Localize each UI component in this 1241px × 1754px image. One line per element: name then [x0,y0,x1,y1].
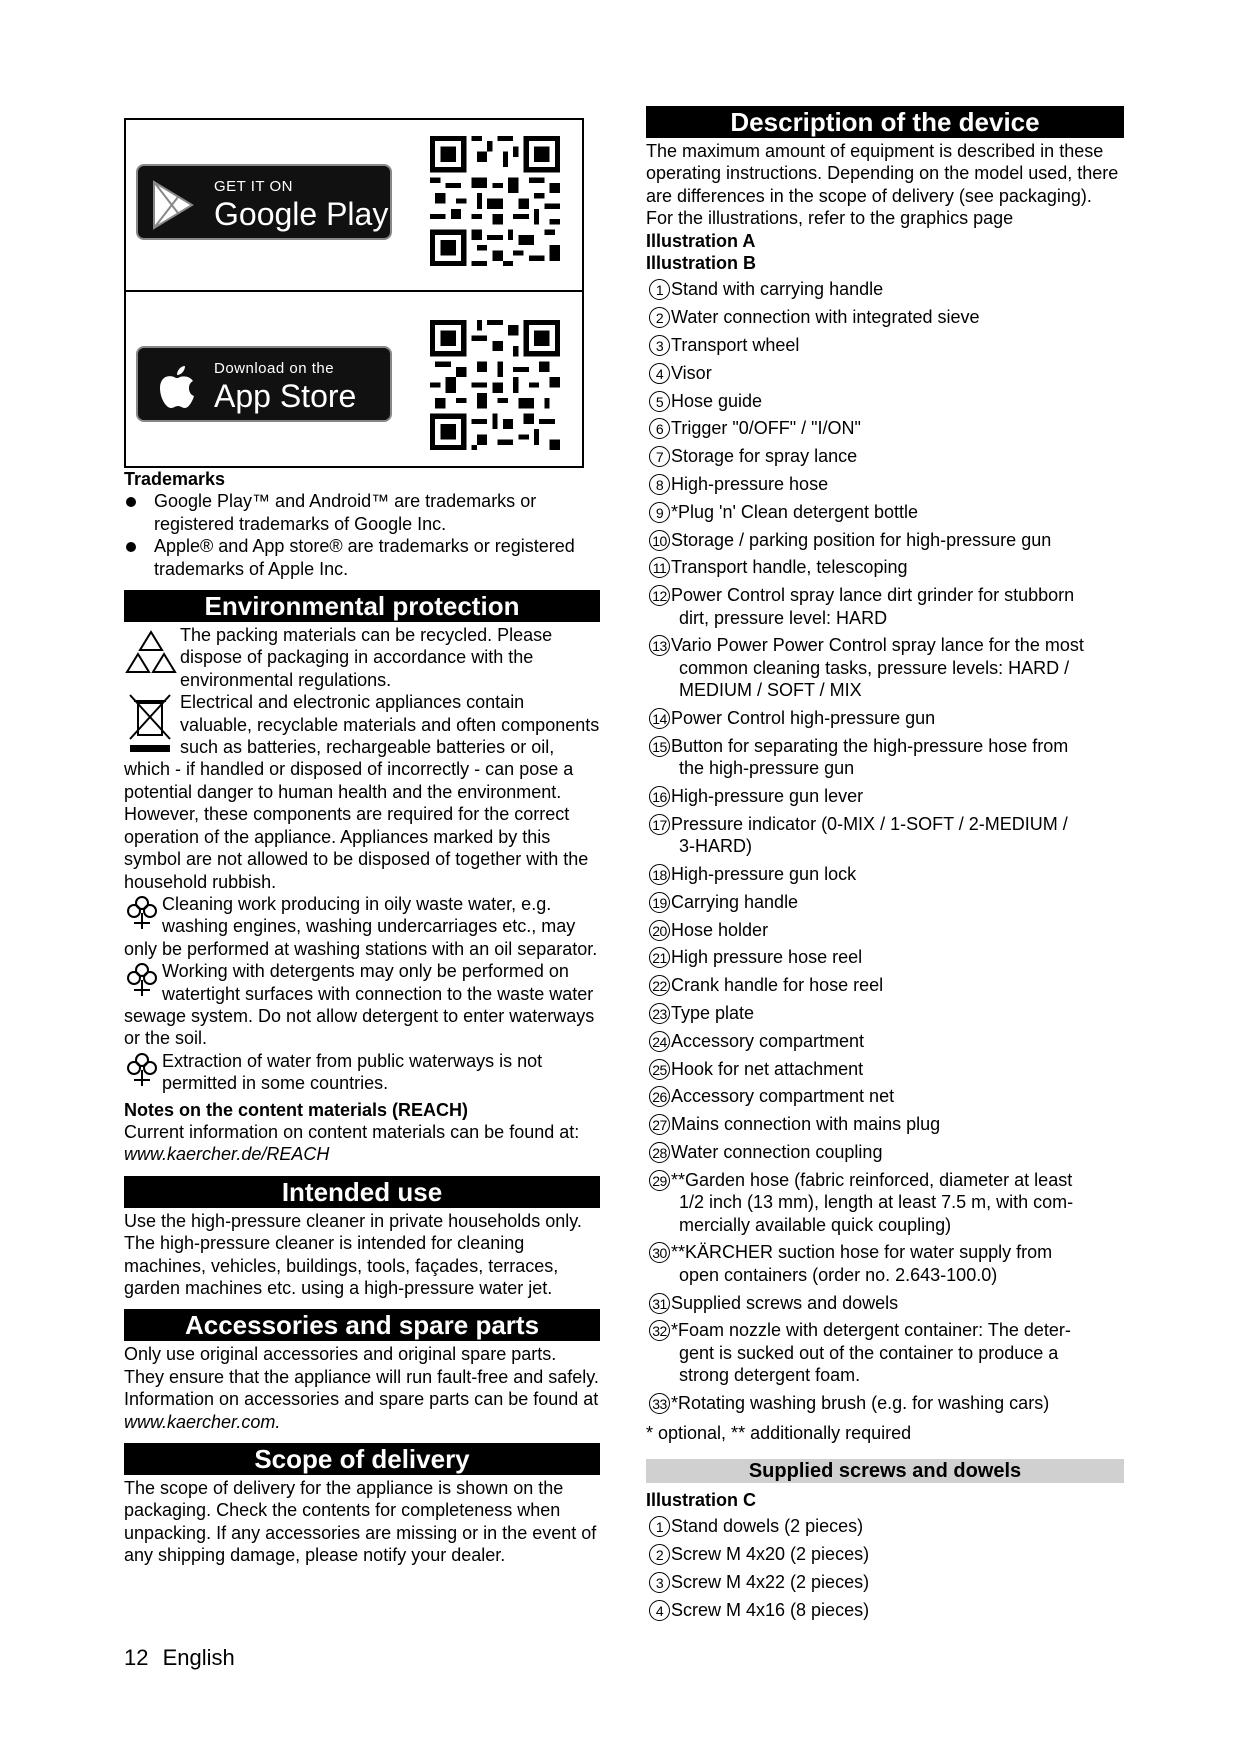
intended-use-p1: Use the high-pressure cleaner in private households only. [124,1210,582,1231]
accessories-p2 [124,1388,600,1433]
item-label-line: the high-pressure gun [679,758,855,779]
google-play-big-text: Google Play [214,196,389,232]
recycle-text: The packing materials can be recycled. Please dispose of packaging in accordance with the environmental regulations. [180,625,553,690]
item-number-badge: 24 [649,1031,670,1052]
illustration-a-label: Illustration A [646,230,756,251]
item-label [670,1543,1124,1565]
item-label-line: Carrying handle [671,891,799,912]
item-label-line: Button for separating the high-pressure hose from [671,735,1069,756]
section-title-intended-use: Intended use [124,1176,600,1208]
page-language: English [162,1645,235,1670]
item-label [670,1515,1124,1537]
item-label-line: Storage for spray lance [671,446,858,467]
item-label-line: High pressure hose reel [671,947,863,968]
reach-heading: Notes on the content materials (REACH) [124,1099,469,1120]
list-item [646,1002,1124,1024]
item-number-badge: 26 [649,1086,670,1107]
item-label-line: Power Control spray lance dirt grinder for stubborn [671,585,1075,606]
illustration-c-label: Illustration C [646,1489,757,1510]
item-label-line: Hook for net attachment [671,1058,864,1079]
item-label [670,1085,1124,1107]
item-number-badge: 12 [649,585,670,606]
extraction-text: Extraction of water from public waterways is not permitted in some countries. [162,1050,543,1094]
detergents-paragraph [124,960,600,1050]
bullet-icon [126,542,136,552]
google-play-qr-code [430,136,560,266]
illustration-b-label: Illustration B [646,253,757,274]
google-play-badge[interactable] [136,164,392,240]
accessories-text: Information on accessories and spare parts can be found at [124,1389,599,1410]
item-label [670,863,1124,885]
list-item [646,306,1124,328]
recycle-icon [124,624,178,684]
water-protection-icon [124,960,160,1000]
list-item [646,1030,1124,1052]
item-number-badge: 2 [649,307,670,328]
weee-paragraph [124,691,600,893]
item-label [670,1392,1124,1414]
item-label [670,919,1124,941]
item-label [670,390,1124,412]
list-item [646,473,1124,495]
section-title-screws: Supplied screws and dowels [646,1459,1124,1483]
app-store-row [126,294,582,466]
item-label-line: Vario Power Power Control spray lance for the most [671,635,1084,656]
list-item [646,1599,1124,1621]
item-label-line: Transport handle, telescoping [671,557,908,578]
item-label-line: High-pressure hose [671,474,829,495]
item-label [670,306,1124,328]
trademark-item-apple [124,535,600,580]
item-label-line: High-pressure gun lever [671,786,864,807]
item-label-line: Supplied screws and dowels [671,1292,899,1313]
item-label-line: Water connection with integrated sieve [671,307,980,328]
list-item [646,1543,1124,1565]
recycle-paragraph [124,624,600,691]
list-item [646,529,1124,551]
item-label-line: Power Control high-pressure gun [671,708,936,729]
item-label [670,1030,1124,1052]
item-label [670,1141,1124,1163]
list-item [646,1319,1124,1386]
item-label [670,362,1124,384]
item-number-badge: 10 [649,530,670,551]
item-number-badge: 1 [649,1516,670,1537]
item-label-line: Screw M 4x22 (2 pieces) [671,1571,870,1592]
item-label-line: Storage / parking position for high-pressure gun [671,529,1052,550]
item-number-badge: 30 [649,1242,670,1263]
left-column [124,118,600,1567]
item-number-badge: 31 [649,1293,670,1314]
list-item [646,390,1124,412]
item-number-badge: 33 [649,1393,670,1414]
apple-icon [150,362,202,412]
item-number-badge: 4 [649,1600,670,1621]
page-footer [124,1645,235,1671]
bullet-icon [126,497,136,507]
item-label [670,634,1124,701]
item-number-badge: 27 [649,1114,670,1135]
item-label [670,556,1124,578]
app-store-small-text: Download on the [214,360,335,377]
detergents-text: Working with detergents may only be performed on watertight surfaces with connection to the waste water sewage system. Do not allow detergent to enter waterways or the soil. [124,961,595,1049]
item-label [670,707,1124,729]
reach-link[interactable]: www.kaercher.de/REACH [124,1144,330,1165]
item-label-line: open containers (order no. 2.643-100.0) [679,1264,998,1285]
item-label-line: Hose guide [671,390,763,411]
item-label-line: 3-HARD) [679,836,753,857]
list-item [646,362,1124,384]
item-number-badge: 29 [649,1170,670,1191]
item-label-line: Accessory compartment net [671,1086,895,1107]
list-item [646,634,1124,701]
list-item [646,1392,1124,1414]
item-number-badge: 19 [649,892,670,913]
app-store-badge[interactable] [136,346,392,422]
item-number-badge: 5 [649,391,670,412]
item-number-badge: 32 [649,1320,670,1341]
item-number-badge: 14 [649,708,670,729]
item-number-badge: 4 [649,363,670,384]
list-item [646,278,1124,300]
item-label-line: High-pressure gun lock [671,864,857,885]
item-label [670,735,1124,780]
list-item [646,417,1124,439]
item-label-line: Visor [671,362,712,383]
item-label-line: *Rotating washing brush (e.g. for washing cars) [671,1393,1050,1413]
list-item [646,1571,1124,1593]
list-item [646,863,1124,885]
item-number-badge: 20 [649,920,670,941]
item-number-badge: 22 [649,975,670,996]
description-footnote: * optional, ** additionally required [646,1423,912,1444]
item-number-badge: 15 [649,736,670,757]
item-label [670,1113,1124,1135]
item-number-badge: 8 [649,474,670,495]
description-p1: The maximum amount of equipment is described in these operating instructions. Depending on the model used, there are differences in the scope of delivery (see packaging). [646,141,1119,206]
item-number-badge: 7 [649,446,670,467]
google-play-small-text: GET IT ON [214,178,293,195]
trademark-text: Google Play™ and Android™ are trademarks or registered trademarks of Google Inc. [154,491,537,534]
item-label [670,974,1124,996]
item-label-line: Screw M 4x16 (8 pieces) [671,1599,870,1620]
right-column [646,106,1124,1626]
item-label [670,1241,1124,1286]
accessories-link[interactable]: www.kaercher.com. [124,1411,281,1432]
google-play-row [126,120,582,292]
list-item [646,1113,1124,1135]
app-store-big-text: App Store [214,378,357,414]
section-title-scope: Scope of delivery [124,1443,600,1475]
app-store-qr-code [430,320,560,450]
section-title-description: Description of the device [646,106,1124,138]
list-item [646,1169,1124,1236]
item-number-badge: 6 [649,418,670,439]
description-p2: For the illustrations, refer to the graphics page [646,208,1014,229]
item-label [670,1571,1124,1593]
item-label [670,891,1124,913]
list-item [646,735,1124,780]
item-label [670,584,1124,629]
item-label-line: common cleaning tasks, pressure levels: HARD / [679,657,1070,678]
item-label-line: Type plate [671,1003,755,1023]
list-item [646,556,1124,578]
item-label-line: Water connection coupling [671,1141,883,1162]
google-play-icon [150,180,202,230]
item-label [670,813,1124,858]
item-number-badge: 3 [649,1572,670,1593]
item-label-line: Trigger "0/OFF" / "I/ON" [671,418,861,439]
app-store-box [124,118,584,468]
item-label-line: **KÄRCHER suction hose for water supply from [671,1242,1053,1263]
device-parts-list [646,278,1124,1414]
item-label [670,473,1124,495]
item-label [670,334,1124,356]
list-item [646,785,1124,807]
item-number-badge: 11 [649,557,670,578]
list-item [646,1515,1124,1537]
list-item [646,974,1124,996]
item-label [670,501,1124,523]
item-label [670,417,1124,439]
extraction-paragraph [124,1050,600,1095]
item-number-badge: 18 [649,864,670,885]
item-label-line: Stand with carrying handle [671,279,884,300]
item-label-line: Transport wheel [671,335,800,356]
item-label [670,785,1124,807]
list-item [646,891,1124,913]
item-label-line: 1/2 inch (13 mm), length at least 7.5 m, with com- [679,1192,1074,1213]
list-item [646,1241,1124,1286]
item-number-badge: 16 [649,786,670,807]
reach-text: Current information on content materials can be found at: [124,1121,580,1142]
scope-p1: The scope of delivery for the appliance is shown on the packaging. Check the contents for completeness when unpacking. If any accessories are missing or in the event of any shipping damage, please notify your dealer. [124,1478,597,1566]
item-number-badge: 13 [649,635,670,656]
item-label [670,1319,1124,1386]
trademark-text: Apple® and App store® are trademarks or registered trademarks of Apple Inc. [154,536,575,579]
item-label-line: Screw M 4x20 (2 pieces) [671,1544,870,1565]
item-label [670,1058,1124,1080]
screws-list [646,1515,1124,1621]
water-protection-icon [124,1050,160,1090]
list-item [646,445,1124,467]
item-label-line: Stand dowels (2 pieces) [671,1516,864,1537]
intended-use-p2: The high-pressure cleaner is intended for cleaning machines, vehicles, buildings, tools, façades, terraces, garden machines etc. using a high-pressure water jet. [124,1233,559,1298]
item-label [670,1599,1124,1621]
list-item [646,334,1124,356]
list-item [646,584,1124,629]
item-label-line: Hose holder [671,919,769,940]
item-number-badge: 2 [649,1544,670,1565]
item-number-badge: 9 [649,502,670,523]
list-item [646,501,1124,523]
item-label [670,1169,1124,1236]
crossed-bin-icon [124,691,178,757]
trademark-item-google [124,490,600,535]
item-label-line: Crank handle for hose reel [671,975,884,996]
list-item [646,1292,1124,1314]
item-label-line: Mains connection with mains plug [671,1114,941,1135]
page-number: 12 [124,1645,149,1670]
oily-water-paragraph [124,893,600,960]
item-number-badge: 21 [649,947,670,968]
item-label-line: strong detergent foam. [679,1365,861,1386]
item-label-line: **Garden hose (fabric reinforced, diameter at least [671,1169,1073,1190]
item-number-badge: 28 [649,1142,670,1163]
section-title-accessories: Accessories and spare parts [124,1309,600,1341]
list-item [646,919,1124,941]
item-label-line: Pressure indicator (0-MIX / 1-SOFT / 2-MEDIUM / [671,813,1068,834]
item-label [670,946,1124,968]
reach-paragraph [124,1121,600,1166]
list-item [646,813,1124,858]
item-label-line: gent is sucked out of the container to produce a [679,1342,1059,1363]
item-number-badge: 23 [649,1003,670,1024]
item-label-line: *Plug 'n' Clean detergent bottle [671,501,919,522]
item-number-badge: 3 [649,335,670,356]
list-item [646,1085,1124,1107]
item-label-line: mercially available quick coupling) [679,1214,952,1235]
item-label [670,278,1124,300]
item-number-badge: 1 [649,279,670,300]
list-item [646,707,1124,729]
item-label-line: *Foam nozzle with detergent container: The deter- [671,1320,1071,1341]
list-item [646,1141,1124,1163]
weee-text: Electrical and electronic appliances contain valuable, recyclable materials and often components such as batteries, rechargeable batteries or oil, which - if handled or disposed of incorrectly - can pose a potential danger to human health and the environment. However, these components are required for the correct operation of the appliance. Appliances marked by this symbol are not allowed to be disposed of together with the household rubbish. [124,692,600,892]
item-number-badge: 25 [649,1059,670,1080]
item-number-badge: 17 [649,814,670,835]
item-label [670,445,1124,467]
item-label-line: MEDIUM / SOFT / MIX [679,680,862,701]
item-label [670,1002,1124,1024]
item-label-line: dirt, pressure level: HARD [679,607,888,628]
item-label-line: Accessory compartment [671,1030,865,1051]
accessories-p1: Only use original accessories and original spare parts. They ensure that the appliance will run fault-free and safely. [124,1344,599,1387]
item-label [670,1292,1124,1314]
list-item [646,1058,1124,1080]
oily-water-text: Cleaning work producing in oily waste water, e.g. washing engines, washing undercarriages etc., may only be performed at washing stations with an oil separator. [124,893,598,959]
item-label [670,529,1124,551]
section-title-environmental: Environmental protection [124,590,600,622]
list-item [646,946,1124,968]
water-protection-icon [124,893,160,933]
trademarks-heading: Trademarks [124,469,226,489]
